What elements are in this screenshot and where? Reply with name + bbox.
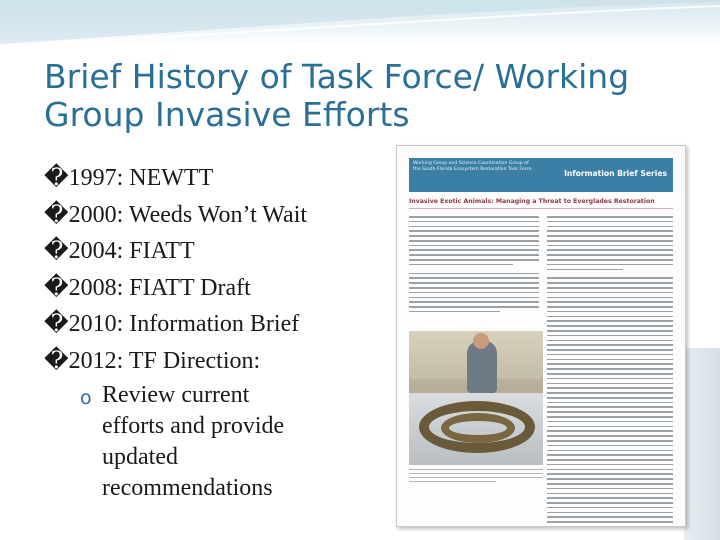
bullet-item <box>44 270 384 307</box>
right-edge-decoration <box>684 348 720 540</box>
bullet-item <box>44 197 384 234</box>
bullet-text: 2000: Weeds Won’t Wait <box>68 201 308 228</box>
doc-title: Invasive Exotic Animals: Managing a Threat to Everglades Restoration <box>409 198 673 209</box>
doc-column-right <box>547 216 673 527</box>
bullet-glyph: � <box>44 201 69 228</box>
sub-bullet-line-3: updated <box>102 444 178 470</box>
bullet-glyph: � <box>44 347 69 374</box>
bullet-text: 2012: TF Direction: <box>68 347 261 374</box>
doc-column-left-top <box>409 216 539 316</box>
bullet-text: 2004: FIATT <box>68 238 195 264</box>
doc-series-label: Information Brief Series <box>564 169 667 178</box>
bullet-item <box>44 306 384 343</box>
bullet-glyph: � <box>44 165 69 191</box>
sub-bullet-line-2: efforts and provide <box>102 413 285 439</box>
bullet-glyph: � <box>44 238 69 264</box>
sub-bullet-line-1: Review current <box>102 382 250 408</box>
slide-title-line-1: Brief History of Task Force/ Working <box>44 57 630 96</box>
slide-title-line-2: Group Invasive Efforts <box>44 95 410 134</box>
bullet-item <box>44 160 384 197</box>
python-photo <box>409 331 543 465</box>
bullet-item <box>44 343 384 380</box>
doc-header-bar <box>409 158 673 192</box>
information-brief-image <box>396 145 686 527</box>
photo-caption <box>409 469 543 485</box>
sub-bullet-marker: o <box>80 387 92 409</box>
doc-header-org: Working Group and Science Coordination Group of the South Florida Ecosystem Restoration Task Force <box>413 161 532 172</box>
sub-bullet-line-4: recommendations <box>102 475 273 501</box>
bullet-text: 2008: FIATT Draft <box>68 274 251 301</box>
sub-bullet-text <box>102 380 342 504</box>
bullet-text: 2010: Information Brief <box>68 311 300 337</box>
bullet-item <box>44 233 384 270</box>
bullet-glyph: � <box>44 274 69 301</box>
header-curve <box>0 0 720 60</box>
slide-title <box>44 58 684 134</box>
bullet-list <box>44 160 384 379</box>
bullet-text: 1997: NEWTT <box>68 165 214 191</box>
bullet-glyph: � <box>44 311 69 337</box>
